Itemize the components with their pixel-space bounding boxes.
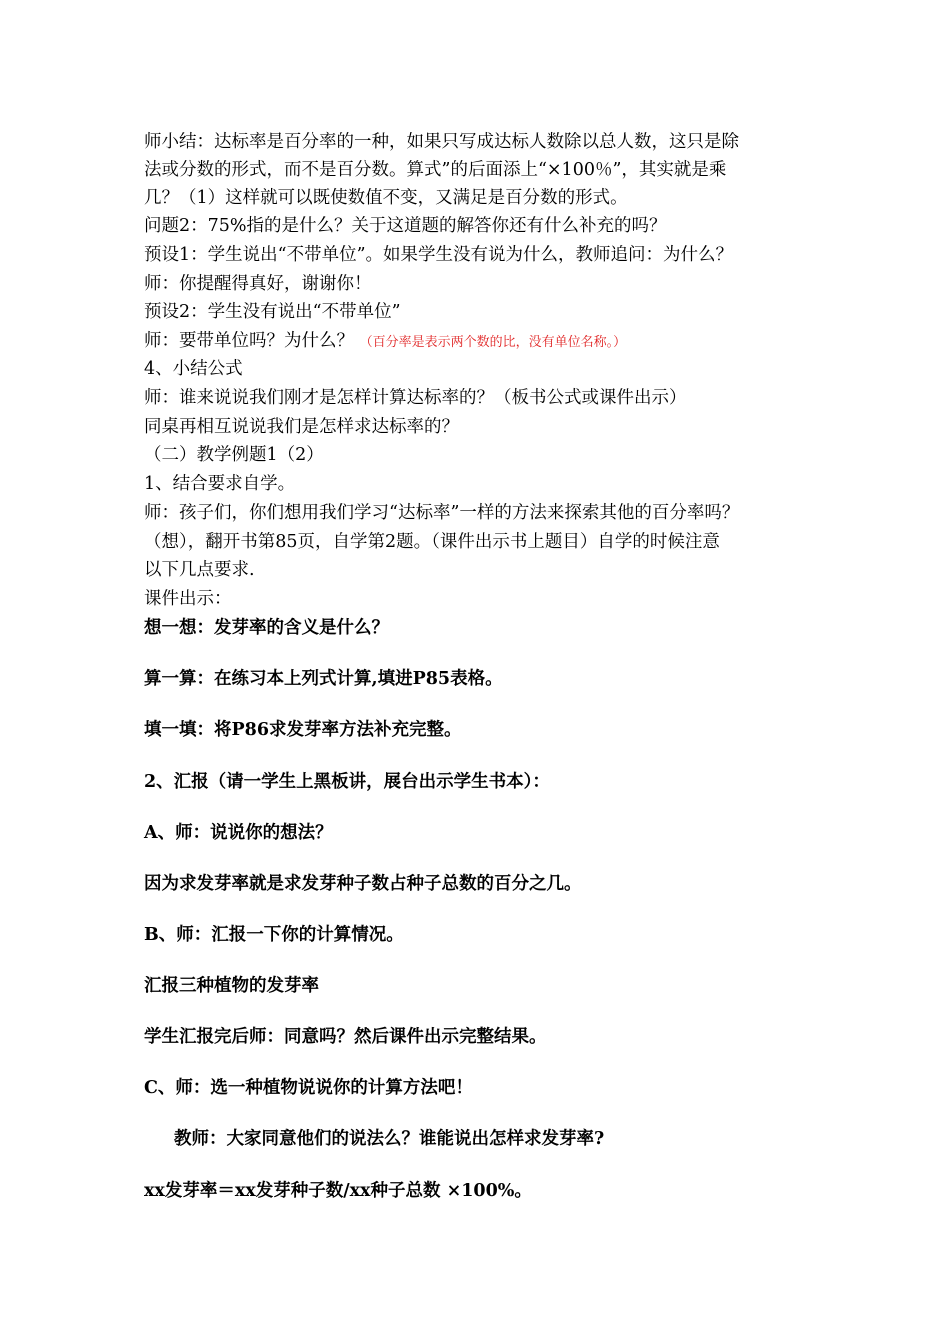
paragraph-line: （想），翻开书第85页，自学第2题。（课件出示书上题目）自学的时候注意 [144, 532, 720, 552]
paragraph-line: 汇报三种植物的发芽率 [144, 976, 319, 996]
formula-line: xx发芽率＝xx发芽种子数/xx种子总数 ×100%。 [144, 1181, 532, 1201]
paragraph-line: 师：谁来说说我们刚才是怎样计算达标率的？（板书公式或课件出示） [144, 388, 687, 408]
paragraph-line: C、师：选一种植物说说你的计算方法吧！ [144, 1078, 473, 1098]
task-think: 想一想：发芽率的含义是什么？ [144, 618, 389, 638]
paragraph-line: 几？（1）这样就可以既使数值不变，又满足是百分数的形式。 [144, 188, 628, 208]
paragraph-line: 师：你提醒得真好，谢谢你！ [144, 274, 372, 294]
paragraph-line: 因为求发芽率就是求发芽种子数占种子总数的百分之几。 [144, 874, 582, 894]
paragraph-line: 师：孩子们，你们想用我们学习“达标率”一样的方法来探索其他的百分率吗？ [144, 503, 740, 523]
paragraph-line: 同桌再相互说说我们是怎样求达标率的？ [144, 417, 459, 437]
paragraph-line: 1、结合要求自学。 [144, 474, 296, 494]
task-fill: 填一填：将P86求发芽率方法补充完整。 [144, 720, 462, 740]
report-heading: 2、汇报（请一学生上黑板讲，展台出示学生书本）： [144, 772, 550, 792]
paragraph-line: 预设2：学生没有说出“不带单位” [144, 302, 401, 322]
paragraph-line: 学生汇报完后师：同意吗？然后课件出示完整结果。 [144, 1027, 547, 1047]
paragraph-line: 法或分数的形式，而不是百分数。算式”的后面添上“×100％”，其实就是乘 [144, 160, 727, 180]
paragraph-line: 师小结：达标率是百分率的一种，如果只写成达标人数除以总人数，这只是除 [144, 132, 739, 152]
paragraph-line: 问题2：75%指的是什么？关于这道题的解答你还有什么补充的吗？ [144, 216, 667, 236]
section-heading: （二）教学例题1（2） [144, 445, 324, 465]
paragraph-line: A、师：说说你的想法？ [144, 823, 333, 843]
question-text: 师：要带单位吗？为什么？ [144, 331, 354, 351]
task-calculate: 算一算：在练习本上列式计算,填进P85表格。 [144, 669, 503, 689]
paragraph-line: 课件出示： [144, 589, 232, 609]
paragraph-line: 教师：大家同意他们的说法么？谁能说出怎样求发芽率? [174, 1129, 605, 1149]
red-annotation: （百分率是表示两个数的比，没有单位名称。） [359, 335, 627, 350]
paragraph-line: 预设1：学生说出“不带单位”。如果学生没有说为什么，教师追问：为什么？ [144, 245, 734, 265]
section-heading: 4、小结公式 [144, 359, 243, 379]
paragraph-line-with-note [144, 327, 824, 357]
paragraph-line: B、师：汇报一下你的计算情况。 [144, 925, 404, 945]
paragraph-line: 以下几点要求. [144, 560, 255, 580]
